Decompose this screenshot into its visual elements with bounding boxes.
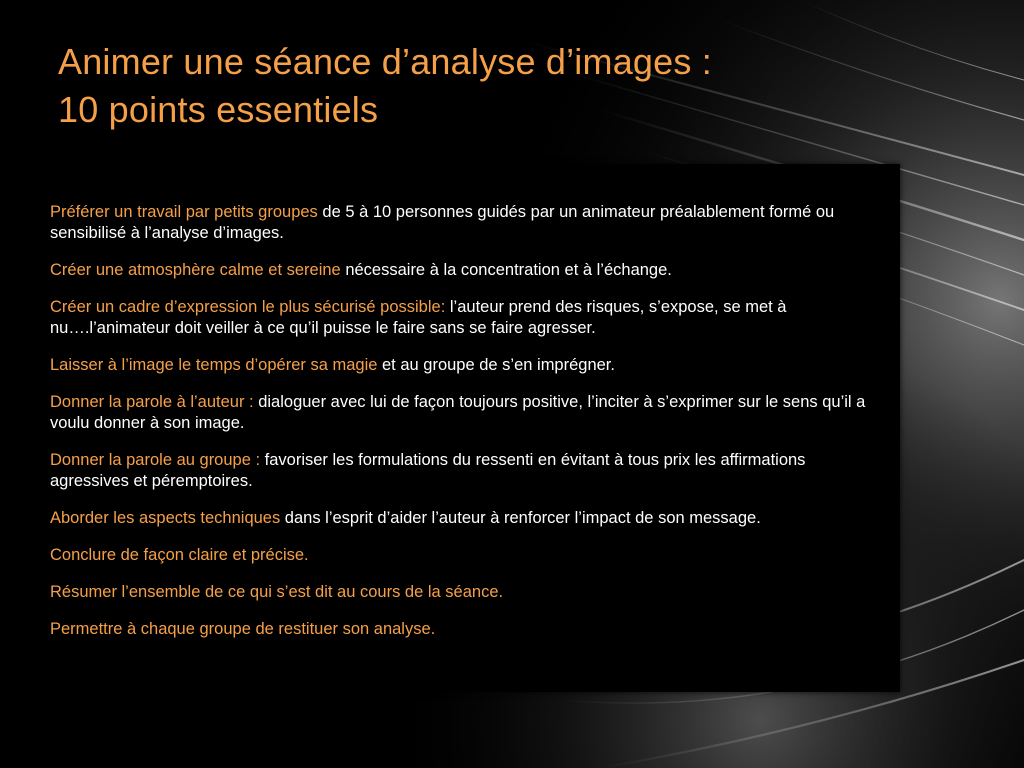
point-item (50, 582, 888, 603)
point-text: de 5 à 10 personnes guidés par un animateur préalablement formé ou sensibilisé à l’analyse d’images. (50, 203, 835, 242)
point-item (50, 508, 888, 529)
point-highlight: Donner la parole à l’auteur : (50, 393, 254, 411)
slide-title (58, 38, 712, 134)
point-item (50, 202, 888, 244)
point-item (50, 260, 888, 281)
point-text: dans l’esprit d’aider l’auteur à renforcer l’impact de son message. (280, 509, 761, 527)
content-panel (36, 164, 900, 692)
point-item (50, 355, 888, 376)
point-highlight: Préférer un travail par petits groupes (50, 203, 318, 221)
point-item (50, 392, 888, 434)
point-highlight: Aborder les aspects techniques (50, 509, 281, 527)
point-text: nécessaire à la concentration et à l’échange. (340, 261, 672, 279)
point-highlight: Permettre à chaque groupe de restituer son analyse. (50, 620, 436, 638)
points-list (36, 164, 900, 640)
point-highlight: Laisser à l’image le temps d’opérer sa magie (50, 356, 378, 374)
point-item (50, 619, 888, 640)
point-highlight: Conclure de façon claire et précise. (50, 546, 309, 564)
point-item (50, 450, 888, 492)
point-highlight: Créer un cadre d’expression le plus sécurisé possible: (50, 298, 446, 316)
point-text: dialoguer avec lui de façon toujours positive, l’inciter à s’exprimer sur le sens qu’il a voulu donner à son image. (50, 393, 866, 432)
point-text: l’auteur prend des risques, s’expose, se met à nu….l’animateur doit veiller à ce qu’il puisse le faire sans se faire agresser. (50, 298, 787, 337)
slide-title-line-2: 10 points essentiels (58, 89, 379, 130)
point-text: favoriser les formulations du ressenti en évitant à tous prix les affirmations agressives et péremptoires. (50, 451, 806, 490)
point-text: et au groupe de s’en imprégner. (377, 356, 615, 374)
point-highlight: Donner la parole au groupe : (50, 451, 261, 469)
point-highlight: Résumer l’ensemble de ce qui s’est dit au cours de la séance. (50, 583, 504, 601)
point-item (50, 545, 888, 566)
point-item (50, 297, 888, 339)
slide-title-line-1: Animer une séance d’analyse d’images : (58, 41, 712, 82)
point-highlight: Créer une atmosphère calme et sereine (50, 261, 341, 279)
